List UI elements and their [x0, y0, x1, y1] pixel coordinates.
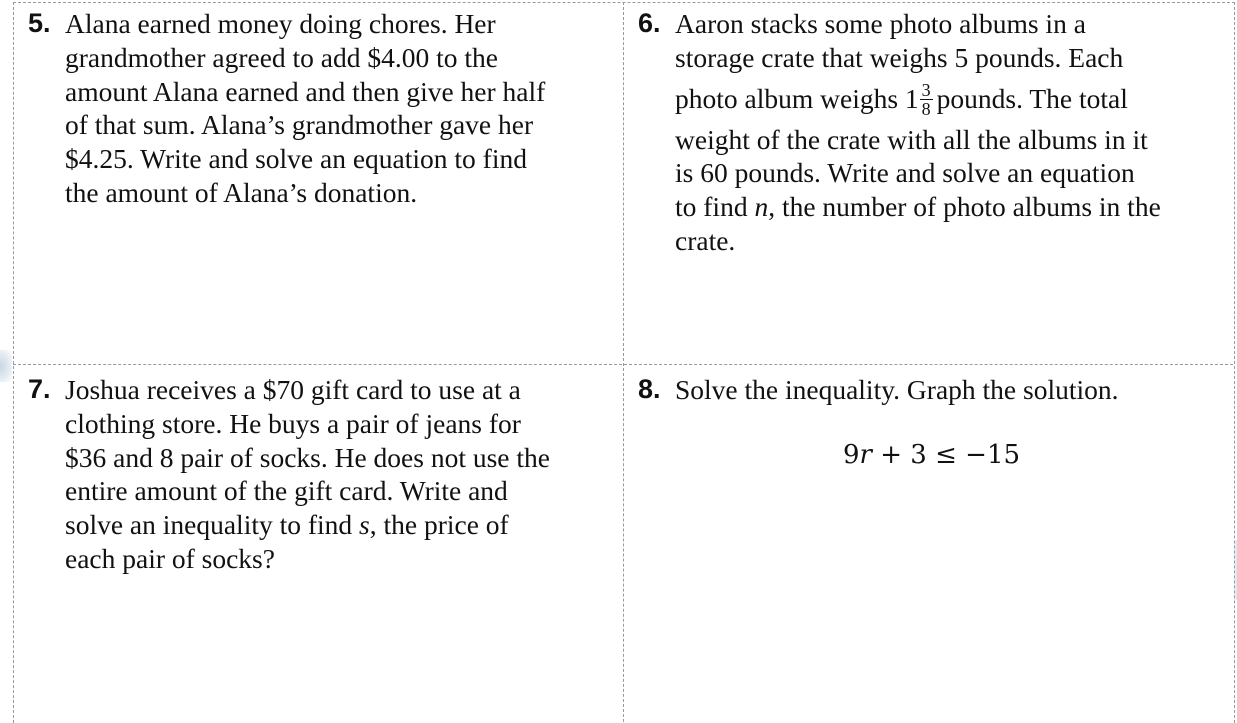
variable-n: n	[754, 191, 769, 223]
problem-line-with-fraction	[675, 75, 1161, 123]
problem-text	[675, 373, 1119, 407]
row-divider	[13, 364, 1233, 365]
text-segment: pounds. The total	[936, 82, 1128, 114]
problem-number: 6.	[638, 8, 661, 38]
mixed-number-whole: 1	[904, 82, 919, 114]
text-segment: photo album weighs	[675, 82, 905, 114]
problem-line: clothing store. He buys a pair of jeans for	[65, 407, 521, 439]
inequality-expression	[843, 440, 1020, 470]
problem-line: storage crate that weighs 5 pounds. Each	[675, 41, 1124, 73]
variable-r: r	[859, 440, 872, 470]
problem-line: each pair of socks?	[65, 542, 275, 574]
problem-line: Joshua receives a $70 gift card to use at a	[65, 374, 521, 405]
text-segment: solve an inequality to find	[65, 509, 360, 541]
mixed-number	[905, 75, 937, 123]
problem-line: $4.25. Write and solve an equation to find	[65, 143, 527, 175]
column-divider	[623, 2, 624, 722]
problem-number: 5.	[28, 8, 51, 38]
problem-line-with-variable	[675, 190, 1161, 224]
inequality-rest: + 3 ≤ −15	[871, 440, 1021, 470]
problem-instruction: Solve the inequality. Graph the solution.	[675, 374, 1119, 405]
problem-text	[675, 7, 1161, 258]
problem-line: Aaron stacks some photo albums in a	[675, 8, 1086, 39]
page-edge-shadow	[0, 350, 12, 382]
problem-line: of that sum. Alana’s grandmother gave her	[65, 109, 534, 141]
variable-s: s	[359, 509, 370, 541]
text-segment: , the number of photo albums in the	[768, 191, 1161, 223]
problem-line: grandmother agreed to add $4.00 to the	[65, 41, 498, 73]
text-segment: to find	[675, 191, 755, 223]
problem-line: $36 and 8 pair of socks. He does not use the	[65, 441, 550, 473]
fraction-numerator: 3	[921, 79, 931, 100]
text-segment: , the price of	[369, 509, 509, 541]
problem-line: the amount of Alana’s donation.	[65, 176, 418, 208]
problem-line: entire amount of the gift card. Write and	[65, 475, 508, 507]
problem-line: Alana earned money doing chores. Her	[65, 8, 496, 39]
inequality-coefficient: 9	[843, 440, 860, 470]
problem-text	[65, 7, 545, 210]
problem-number: 8.	[638, 374, 661, 404]
problem-text	[65, 373, 550, 576]
problem-line: weight of the crate with all the albums in it	[675, 123, 1148, 155]
fraction	[920, 81, 933, 118]
problem-line: crate.	[675, 224, 736, 256]
problem-number: 7.	[28, 374, 51, 404]
fraction-denominator: 8	[921, 98, 931, 119]
problem-line-with-variable	[65, 508, 550, 542]
problem-line: is 60 pounds. Write and solve an equation	[675, 157, 1135, 189]
problem-line: amount Alana earned and then give her half	[65, 75, 546, 107]
